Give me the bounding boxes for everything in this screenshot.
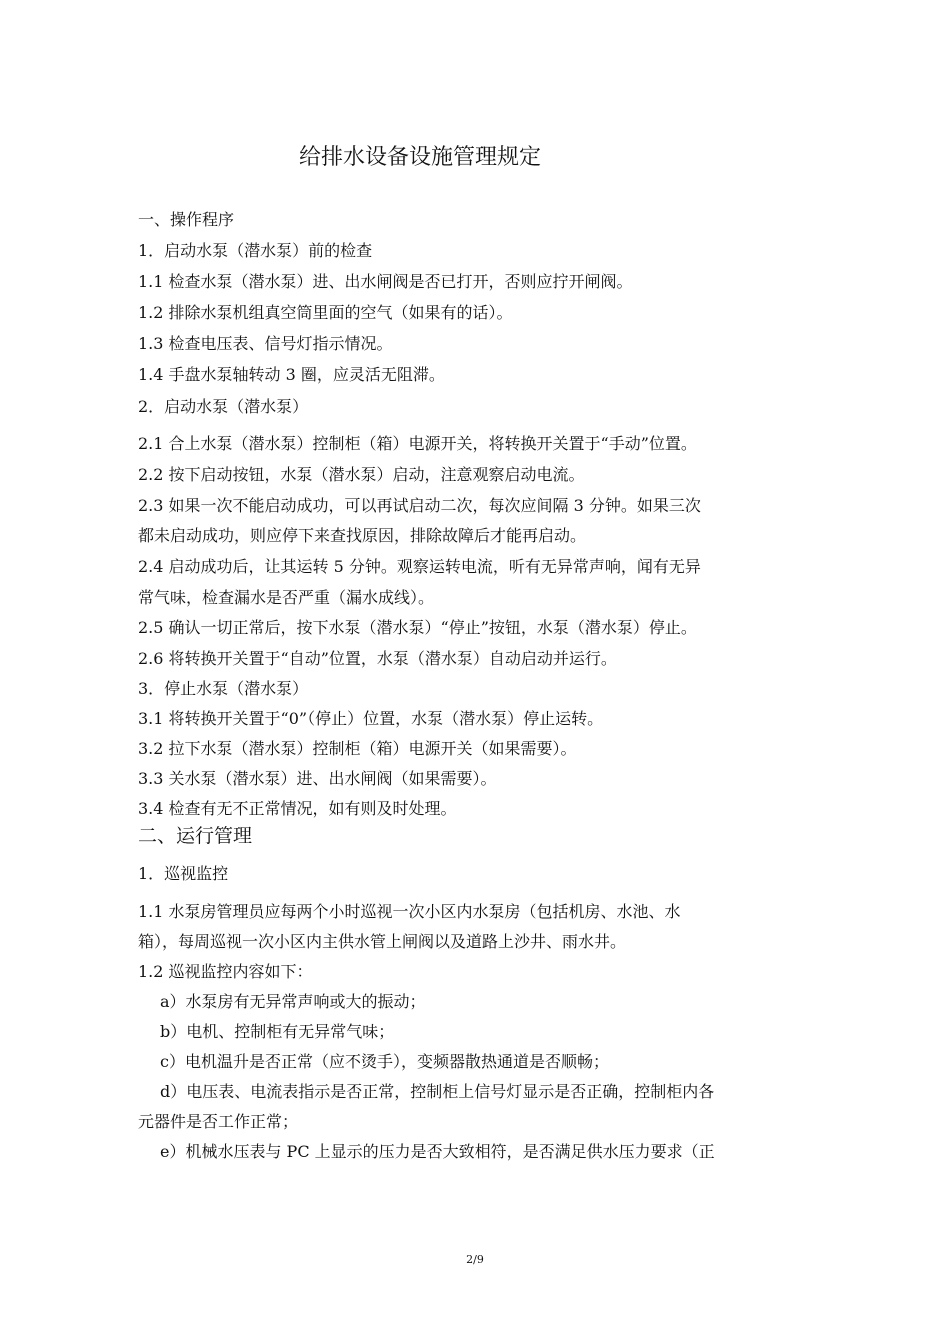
paragraph-line: 2.2 按下启动按钮，水泵（潜水泵）启动，注意观察启动电流。 xyxy=(138,465,585,484)
list-item: a）水泵房有无异常声响或大的振动； xyxy=(160,992,426,1011)
paragraph-line: 3.3 关水泵（潜水泵）进、出水闸阀（如果需要）。 xyxy=(138,769,497,788)
document-title: 给排水设备设施管理规定 xyxy=(298,145,541,170)
list-item: b）电机、控制柜有无异常气味； xyxy=(160,1022,395,1041)
paragraph-line: 2.4 启动成功后，让其运转 5 分钟。观察运转电流，听有无异常声响，闻有无异 xyxy=(138,557,701,576)
page-number: 2/9 xyxy=(466,1253,484,1266)
paragraph-line: 2.6 将转换开关置于“自动”位置，水泵（潜水泵）自动启动并运行。 xyxy=(138,649,617,668)
subsection-heading: 1．启动水泵（潜水泵）前的检查 xyxy=(138,241,373,260)
paragraph-line: 2.5 确认一切正常后，按下水泵（潜水泵）“停止”按钮，水泵（潜水泵）停止。 xyxy=(138,618,697,637)
paragraph-line: 1.3 检查电压表、信号灯指示情况。 xyxy=(138,334,393,353)
paragraph-line: 1.1 水泵房管理员应每两个小时巡视一次小区内水泵房（包括机房、水池、水 xyxy=(138,902,681,921)
list-item: c）电机温升是否正常（应不烫手），变频器散热通道是否顺畅； xyxy=(160,1052,609,1071)
paragraph-line: 3.1 将转换开关置于“0”（停止）位置，水泵（潜水泵）停止运转。 xyxy=(138,709,604,728)
paragraph-line: 2.1 合上水泵（潜水泵）控制柜（箱）电源开关，将转换开关置于“手动”位置。 xyxy=(138,434,697,453)
paragraph-line: 3.2 拉下水泵（潜水泵）控制柜（箱）电源开关（如果需要）。 xyxy=(138,739,577,758)
paragraph-line: 1.2 巡视监控内容如下： xyxy=(138,962,313,981)
subsection-heading: 1．巡视监控 xyxy=(138,864,229,883)
paragraph-line: 常气味，检查漏水是否严重（漏水成线）。 xyxy=(138,588,435,607)
list-item: e）机械水压表与 PC 上显示的压力是否大致相符，是否满足供水压力要求（正 xyxy=(160,1142,715,1161)
list-item: d）电压表、电流表指示是否正常，控制柜上信号灯显示是否正确，控制柜内各 xyxy=(160,1082,715,1101)
section-heading: 二、运行管理 xyxy=(138,825,253,847)
paragraph-line: 1.2 排除水泵机组真空筒里面的空气（如果有的话）。 xyxy=(138,303,513,322)
section-heading: 一、操作程序 xyxy=(138,210,235,229)
paragraph-line: 都未启动成功，则应停下来查找原因，排除故障后才能再启动。 xyxy=(138,526,587,545)
subsection-heading: 2．启动水泵（潜水泵） xyxy=(138,397,309,416)
paragraph-line: 1.1 检查水泵（潜水泵）进、出水闸阀是否已打开，否则应拧开闸阀。 xyxy=(138,272,633,291)
subsection-heading: 3．停止水泵（潜水泵） xyxy=(138,679,309,698)
list-item-continuation: 元器件是否工作正常； xyxy=(138,1112,299,1131)
paragraph-line: 3.4 检查有无不正常情况，如有则及时处理。 xyxy=(138,799,457,818)
paragraph-line: 2.3 如果一次不能启动成功，可以再试启动二次，每次应间隔 3 分钟。如果三次 xyxy=(138,496,701,515)
paragraph-line: 1.4 手盘水泵轴转动 3 圈，应灵活无阻滞。 xyxy=(138,365,445,384)
paragraph-line: 箱），每周巡视一次小区内主供水管上闸阀以及道路上沙井、雨水井。 xyxy=(138,932,627,951)
